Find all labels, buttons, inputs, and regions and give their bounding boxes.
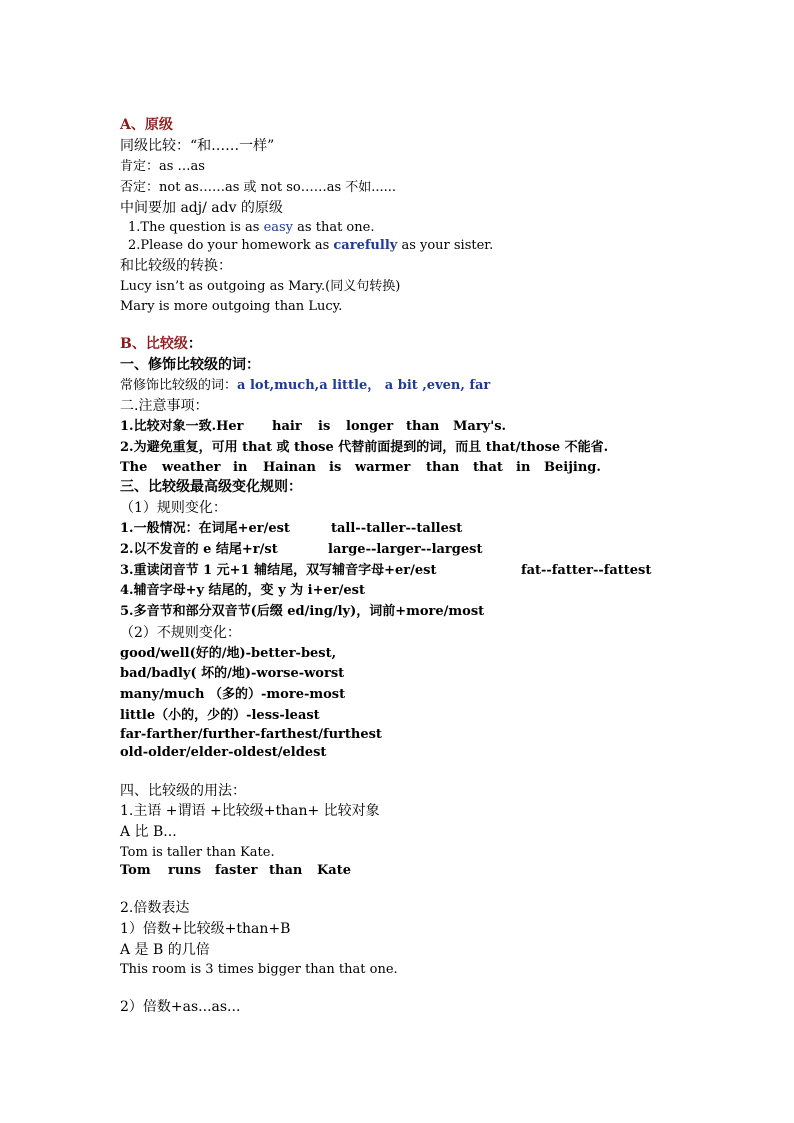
same-level-comparison: 同级比较：“和……一样” <box>120 138 275 154</box>
note-2-example-word: warmer <box>355 460 411 475</box>
multiple-meaning: A 是 B 的几倍 <box>120 942 210 958</box>
usage-1: 1.主语 +谓语 +比较级+than+ 比较对象 <box>120 803 380 819</box>
multiple-expression-title: 2.倍数表达 <box>120 900 190 916</box>
example-2-key: carefully <box>333 238 398 253</box>
multiple-rule-1: 1）倍数+比较级+than+B <box>120 921 291 937</box>
note-2-example <box>120 460 600 476</box>
usage-example-2-word: Kate <box>317 863 351 878</box>
irregular-6: old-older/elder-oldest/eldest <box>120 745 327 760</box>
example-2 <box>128 238 493 254</box>
regular-changes-title: （1）规则变化： <box>120 500 227 516</box>
irregular-1: good/well(好的/地)-better-best, <box>120 646 337 661</box>
heading-b-text: B、比较级 <box>120 336 188 352</box>
note-2-example-word: is <box>329 460 342 475</box>
modifier-title: 一、修饰比较级的词： <box>120 357 260 373</box>
example-1 <box>128 220 374 236</box>
note-2-example-word: weather <box>162 460 221 475</box>
example-1-pre: 1.The question is as <box>128 220 264 235</box>
example-2-pre: 2.Please do your homework as <box>128 238 334 253</box>
usage-example-2-word: faster <box>215 863 258 878</box>
rule-1-example: tall--taller--tallest <box>331 521 463 536</box>
rule-3 <box>120 563 680 579</box>
irregular-changes-title: （2）不规则变化： <box>120 625 241 641</box>
note-2-example-word: in <box>233 460 248 475</box>
heading-b-colon: ： <box>187 336 202 352</box>
irregular-4: little（小的，少的）-less-least <box>120 708 320 723</box>
note-2-example-word: Hainan <box>263 460 316 475</box>
note-2-example-word: than <box>426 460 460 475</box>
note-1-word: is <box>318 419 331 434</box>
modifier-words-list: a lot,much,a little， a bit ,even, far <box>237 378 491 393</box>
rule-2-text: 2.以不发音的 e 结尾+r/st <box>120 542 278 557</box>
usage-example-2-word: than <box>269 863 303 878</box>
conversion-title: 和比较级的转换： <box>120 258 232 274</box>
note-1-word: Mary's. <box>453 419 507 434</box>
conversion-example-2: Mary is more outgoing than Lucy. <box>120 299 343 314</box>
conversion-example-1: Lucy isn’t as outgoing as Mary.(同义句转换) <box>120 279 401 294</box>
note-1-word: hair <box>272 419 302 434</box>
usage-example-2-word: runs <box>168 863 202 878</box>
irregular-3: many/much （多的）-more-most <box>120 687 346 702</box>
irregular-2: bad/badly( 坏的/地)-worse-worst <box>120 666 345 681</box>
note-2: 2.为避免重复，可用 that 或 those 代替前面提到的词，而且 that/those 不能省. <box>120 440 609 455</box>
rules-title: 三、比较级最高级变化规则： <box>120 479 302 495</box>
note-2-example-word: in <box>516 460 531 475</box>
rule-2-example: large--larger--largest <box>328 542 483 557</box>
rule-2 <box>120 542 540 558</box>
rule-4: 4.辅音字母+y 结尾的，变 y 为 i+er/est <box>120 583 365 598</box>
rule-1 <box>120 521 520 537</box>
rule-1-text: 1.一般情况：在词尾+er/est <box>120 521 290 536</box>
multiple-rule-2: 2）倍数+as...as... <box>120 999 241 1015</box>
heading-b <box>120 336 202 352</box>
example-2-post: as your sister. <box>397 238 494 253</box>
heading-a: A、原级 <box>120 117 173 133</box>
usage-example-2-word: Tom <box>120 863 151 878</box>
usage-example-2 <box>120 863 380 879</box>
affirmative-rule: 肯定：as …as <box>120 159 205 174</box>
note-1-word: 1.比较对象一致.Her <box>120 419 244 434</box>
note-1-word: longer <box>346 419 394 434</box>
negative-rule: 否定：not as……as 或 not so……as 不如...... <box>120 180 397 195</box>
middle-rule: 中间要加 adj/ adv 的原级 <box>120 200 283 216</box>
example-1-post: as that one. <box>293 220 375 235</box>
note-2-example-word: The <box>120 460 148 475</box>
rule-3-text: 3.重读闭音节 1 元+1 辅结尾，双写辅音字母+er/est <box>120 563 437 578</box>
note-2-example-word: that <box>473 460 503 475</box>
note-1 <box>120 419 520 435</box>
note-2-example-word: Beijing. <box>544 460 601 475</box>
notes-title: 二.注意事项： <box>120 398 209 414</box>
example-1-key: easy <box>263 220 294 235</box>
rule-3-example: fat--fatter--fattest <box>521 563 652 578</box>
multiple-example: This room is 3 times bigger than that one. <box>120 962 398 977</box>
modifier-words <box>120 378 490 394</box>
rule-5: 5.多音节和部分双音节(后缀 ed/ing/ly)，词前+more/most <box>120 604 485 619</box>
usage-example-1: Tom is taller than Kate. <box>120 845 275 860</box>
modifier-words-pre: 常修饰比较级的词： <box>120 378 238 393</box>
irregular-5: far-farther/further-farthest/furthest <box>120 727 382 742</box>
usage-a-than-b: A 比 B... <box>120 824 177 840</box>
usage-title: 四、比较级的用法： <box>120 783 246 799</box>
note-1-word: than <box>406 419 440 434</box>
